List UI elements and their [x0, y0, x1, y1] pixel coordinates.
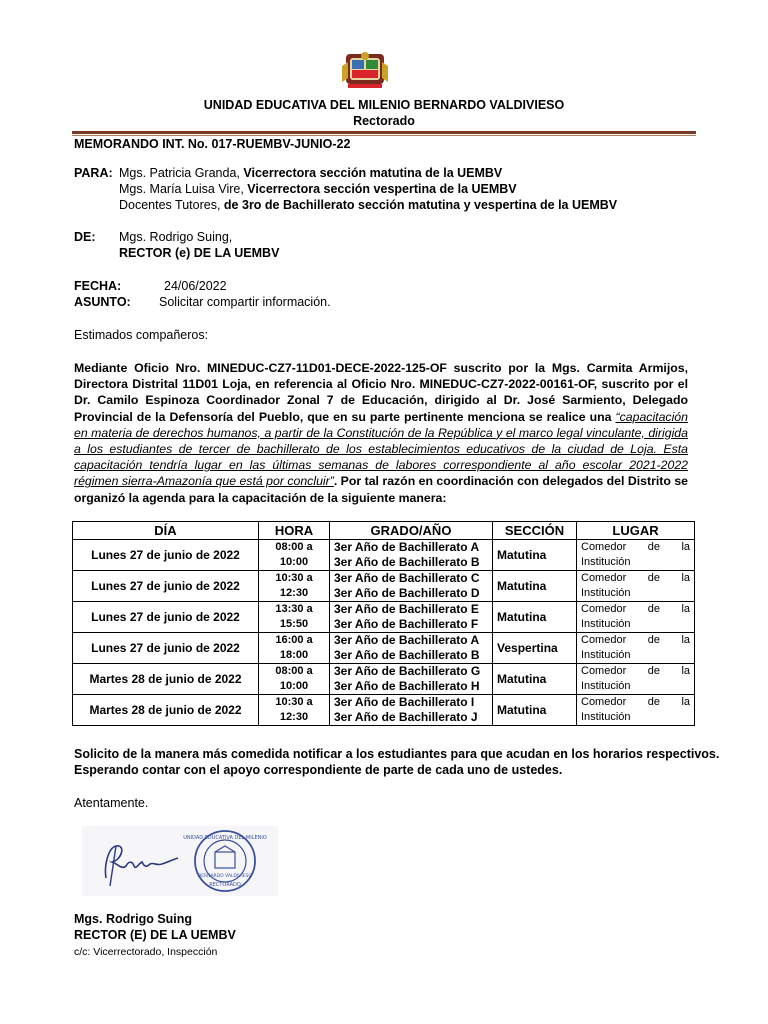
- table-row: [73, 633, 695, 664]
- stamp-text-top: UNIDAD EDUCATIVA DEL MILENIO: [183, 835, 267, 841]
- cell-seccion: Vespertina: [493, 633, 577, 664]
- cell-lugar: Comedor de la Institución: [577, 540, 695, 571]
- col-header-lugar: LUGAR: [577, 522, 695, 540]
- cell-dia: Lunes 27 de junio de 2022: [73, 571, 259, 602]
- cell-hora: 08:00 a 10:00: [259, 664, 330, 695]
- official-stamp-icon: [183, 828, 267, 894]
- recipient-name: Mgs. María Luisa Vire,: [119, 182, 244, 196]
- recipient-1: [119, 166, 502, 180]
- body-intro: Mediante Oficio Nro. MINEDUC-CZ7-11D01-DECE-2022-125-OF suscrito por la Mgs. Carmita Armijos, Directora Distrital 11D01 Loja, en referencia al Oficio Nro. MINEDUC-CZ7-2022-00161-OF, suscrito por el Dr. Camilo Espinoza Coordinador Zonal 7 de Educación, dirigido al Dr. José Sarmiento, Delegado Provincial de la Defensoría del Pueblo, que en su parte pertinente menciona se realice una: [74, 361, 688, 424]
- stamp-text-mid: BERNARDO VALDIVIESO: [198, 874, 252, 879]
- cell-grado: 3er Año de Bachillerato I 3er Año de Bachillerato J: [330, 695, 493, 726]
- cell-lugar: Comedor de la Institución: [577, 695, 695, 726]
- cell-seccion: Matutina: [493, 540, 577, 571]
- body-end: . Por tal razón en coordinación con delegados del Distrito se organizó la agenda para la capacitación de la siguiente manera:: [74, 474, 688, 505]
- cell-dia: Martes 28 de junio de 2022: [73, 695, 259, 726]
- institution-name: UNIDAD EDUCATIVA DEL MILENIO BERNARDO VALDIVIESO: [203, 98, 565, 112]
- cell-seccion: Matutina: [493, 571, 577, 602]
- header-rule-thin: [72, 135, 696, 136]
- cell-dia: Martes 28 de junio de 2022: [73, 664, 259, 695]
- from-name: Mgs. Rodrigo Suing,: [119, 230, 233, 244]
- cell-grado: 3er Año de Bachillerato E 3er Año de Bachillerato F: [330, 602, 493, 633]
- cell-dia: Lunes 27 de junio de 2022: [73, 633, 259, 664]
- institution-crest-logo: [340, 48, 390, 92]
- table-row: [73, 571, 695, 602]
- agenda-table: [72, 521, 695, 726]
- body-paragraph: [74, 360, 688, 506]
- de-label: DE:: [74, 230, 96, 244]
- stamp-text-bottom: RECTORADO: [209, 882, 241, 888]
- cell-lugar: Comedor de la Institución: [577, 664, 695, 695]
- cell-lugar: Comedor de la Institución: [577, 633, 695, 664]
- sign-off: Atentamente.: [74, 796, 149, 810]
- asunto-value: Solicitar compartir información.: [159, 295, 331, 309]
- asunto-label: ASUNTO:: [74, 295, 131, 309]
- recipient-role: de 3ro de Bachillerato sección matutina y vespertina de la UEMBV: [220, 198, 618, 212]
- cell-seccion: Matutina: [493, 664, 577, 695]
- header-rule: [72, 131, 696, 134]
- recipient-role: Vicerrectora sección vespertina de la UEMBV: [243, 182, 517, 196]
- col-header-hora: HORA: [259, 522, 330, 540]
- signature-block: [82, 826, 278, 896]
- body-quote: “capacitación en materia de derechos humanos, a partir de la Constitución de la República y el marco legal vinculante, dirigida a los estudiantes de tercer de bachillerato de los establecimientos educativos de la ciudad de Loja. Esta capacitación tendría lugar en las últimas semanas de labores correspondiente al año escolar 2021-2022 régimen sierra-Amazonía que está por concluir”: [74, 409, 688, 489]
- recipient-name: Mgs. Patricia Granda,: [119, 166, 240, 180]
- cell-grado: 3er Año de Bachillerato G 3er Año de Bachillerato H: [330, 664, 493, 695]
- cell-dia: Lunes 27 de junio de 2022: [73, 602, 259, 633]
- cell-seccion: Matutina: [493, 602, 577, 633]
- recipient-name: Docentes Tutores,: [119, 198, 221, 212]
- signer-role: RECTOR (E) DE LA UEMBV: [74, 928, 236, 942]
- para-label: PARA:: [74, 166, 113, 180]
- table-row: [73, 540, 695, 571]
- from-role: RECTOR (e) DE LA UEMBV: [119, 246, 280, 260]
- cell-dia: Lunes 27 de junio de 2022: [73, 540, 259, 571]
- recipient-2: [119, 182, 517, 196]
- cell-hora: 08:00 a 10:00: [259, 540, 330, 571]
- col-header-grado: GRADO/AÑO: [330, 522, 493, 540]
- table-row: [73, 695, 695, 726]
- table-row: [73, 602, 695, 633]
- cc-line: c/c: Vicerrectorado, Inspección: [74, 946, 218, 958]
- col-header-seccion: SECCIÓN: [493, 522, 577, 540]
- cell-seccion: Matutina: [493, 695, 577, 726]
- cell-grado: 3er Año de Bachillerato C 3er Año de Bachillerato D: [330, 571, 493, 602]
- cell-hora: 10:30 a 12:30: [259, 571, 330, 602]
- col-header-dia: DÍA: [73, 522, 259, 540]
- cell-hora: 13:30 a 15:50: [259, 602, 330, 633]
- memo-number: MEMORANDO INT. No. 017-RUEMBV-JUNIO-22: [74, 137, 351, 151]
- recipient-3: [119, 198, 617, 212]
- table-row: [73, 664, 695, 695]
- recipient-role: Vicerrectora sección matutina de la UEMBV: [239, 166, 503, 180]
- office-name: Rectorado: [353, 114, 415, 128]
- cell-lugar: Comedor de la Institución: [577, 571, 695, 602]
- cell-lugar: Comedor de la Institución: [577, 602, 695, 633]
- fecha-value: 24/06/2022: [164, 279, 227, 293]
- signer-name: Mgs. Rodrigo Suing: [74, 912, 193, 926]
- closing-line-2: Esperando contar con el apoyo correspondiente de parte de cada uno de ustedes.: [74, 763, 563, 777]
- cell-grado: 3er Año de Bachillerato A 3er Año de Bachillerato B: [330, 540, 493, 571]
- cell-grado: 3er Año de Bachillerato A 3er Año de Bachillerato B: [330, 633, 493, 664]
- cell-hora: 16:00 a 18:00: [259, 633, 330, 664]
- fecha-label: FECHA:: [74, 279, 122, 293]
- cell-hora: 10:30 a 12:30: [259, 695, 330, 726]
- greeting: Estimados compañeros:: [74, 328, 209, 342]
- closing-line-1: Solicito de la manera más comedida notificar a los estudiantes para que acudan en los horarios respectivos.: [74, 747, 720, 761]
- table-header-row: [73, 522, 695, 540]
